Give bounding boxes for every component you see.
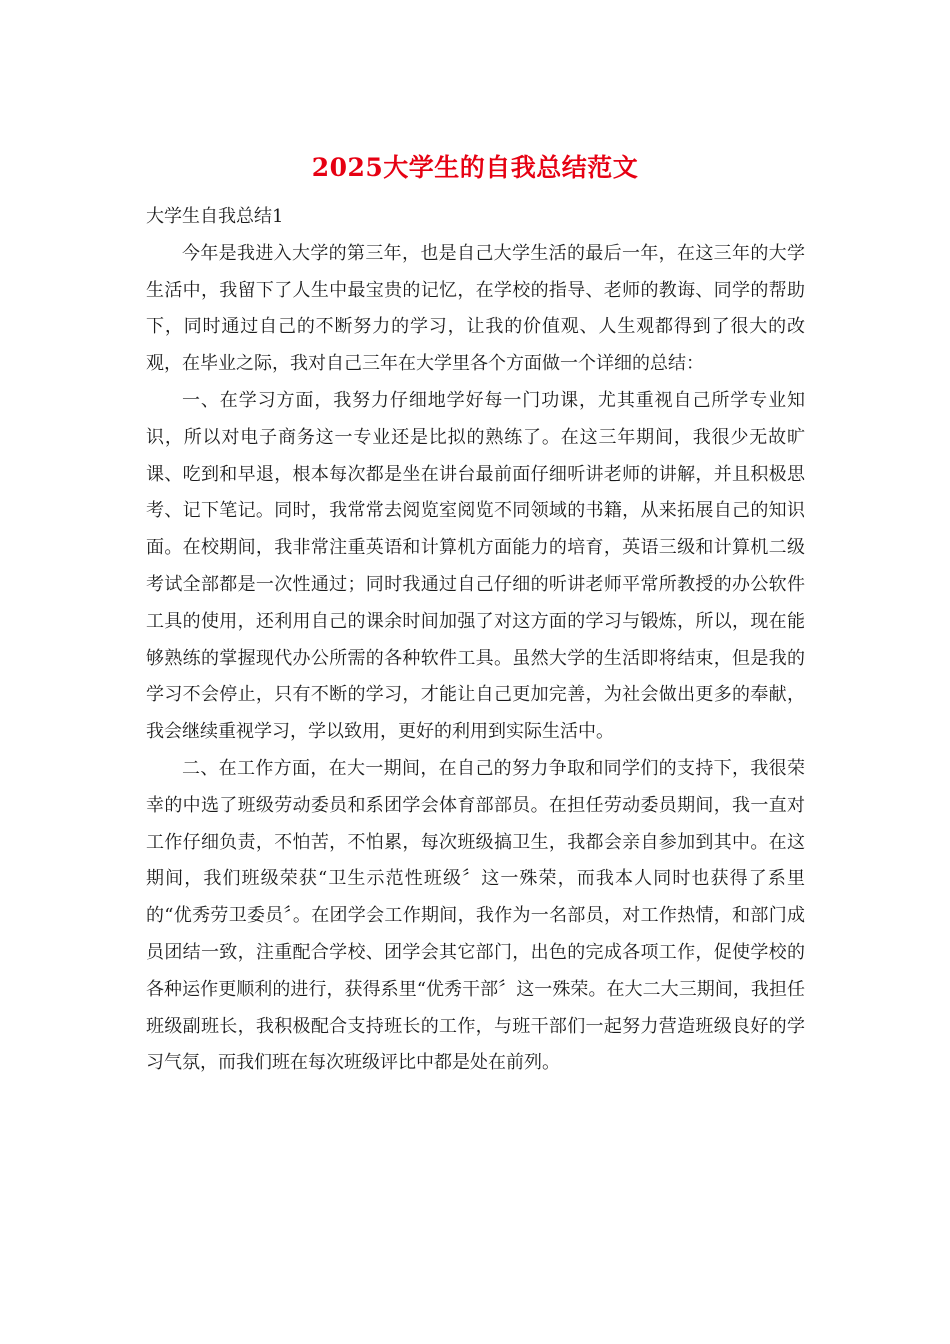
paragraph-study: 一、在学习方面，我努力仔细地学好每一门功课，尤其重视自己所学专业知识，所以对电子商务这一专业还是比拟的熟练了。在这三年期间，我很少无故旷课、吃到和早退，根本每次都是坐在讲台最前面仔细听讲老师的讲解，并且积极思考、记下笔记。同时，我常常去阅览室阅览不同领域的书籍，从来拓展自己的知识面。在校期间，我非常注重英语和计算机方面能力的培育，英语三级和计算机二级考试全部都是一次性通过；同时我通过自己仔细的听讲老师平常所教授的办公软件工具的使用，还利用自己的课余时间加强了对这方面的学习与锻炼，所以，现在能够熟练的掌握现代办公所需的各种软件工具。虽然大学的生活即将结束，但是我的学习不会停止，只有不断的学习，才能让自己更加完善，为社会做出更多的奉献，我会继续重视学习，学以致用，更好的利用到实际生活中。 [146, 389, 805, 743]
paragraph-intro: 今年是我进入大学的第三年，也是自己大学生活的最后一年，在这三年的大学生活中，我留下了人生中最宝贵的记忆，在学校的指导、老师的教诲、同学的帮助下，同时通过自己的不断努力的学习，让我的价值观、人生观都得到了很大的改观，在毕业之际，我对自己三年在大学里各个方面做一个详细的总结： [146, 242, 805, 375]
section-subheading: 大学生自我总结1 [146, 206, 284, 227]
paragraph-work: 二、在工作方面，在大一期间，在自己的努力争取和同学们的支持下，我很荣幸的中选了班级劳动委员和系团学会体育部部员。在担任劳动委员期间，我一直对工作仔细负责，不怕苦，不怕累，每次班级搞卫生，我都会亲自参加到其中。在这期间，我们班级荣获“卫生示范性班级〞这一殊荣，而我本人同时也获得了系里的“优秀劳卫委员〞。在团学会工作期间，我作为一名部员，对工作热情，和部门成员团结一致，注重配合学校、团学会其它部门，出色的完成各项工作，促使学校的各种运作更顺利的进行，获得系里“优秀干部〞这一殊荣。在大二大三期间，我担任班级副班长，我积极配合支持班长的工作，与班干部们一起努力营造班级良好的学习气氛，而我们班在每次班级评比中都是处在前列。 [146, 757, 805, 1074]
document-title: 2025大学生的自我总结范文 [311, 153, 639, 182]
document-body [146, 199, 805, 1082]
